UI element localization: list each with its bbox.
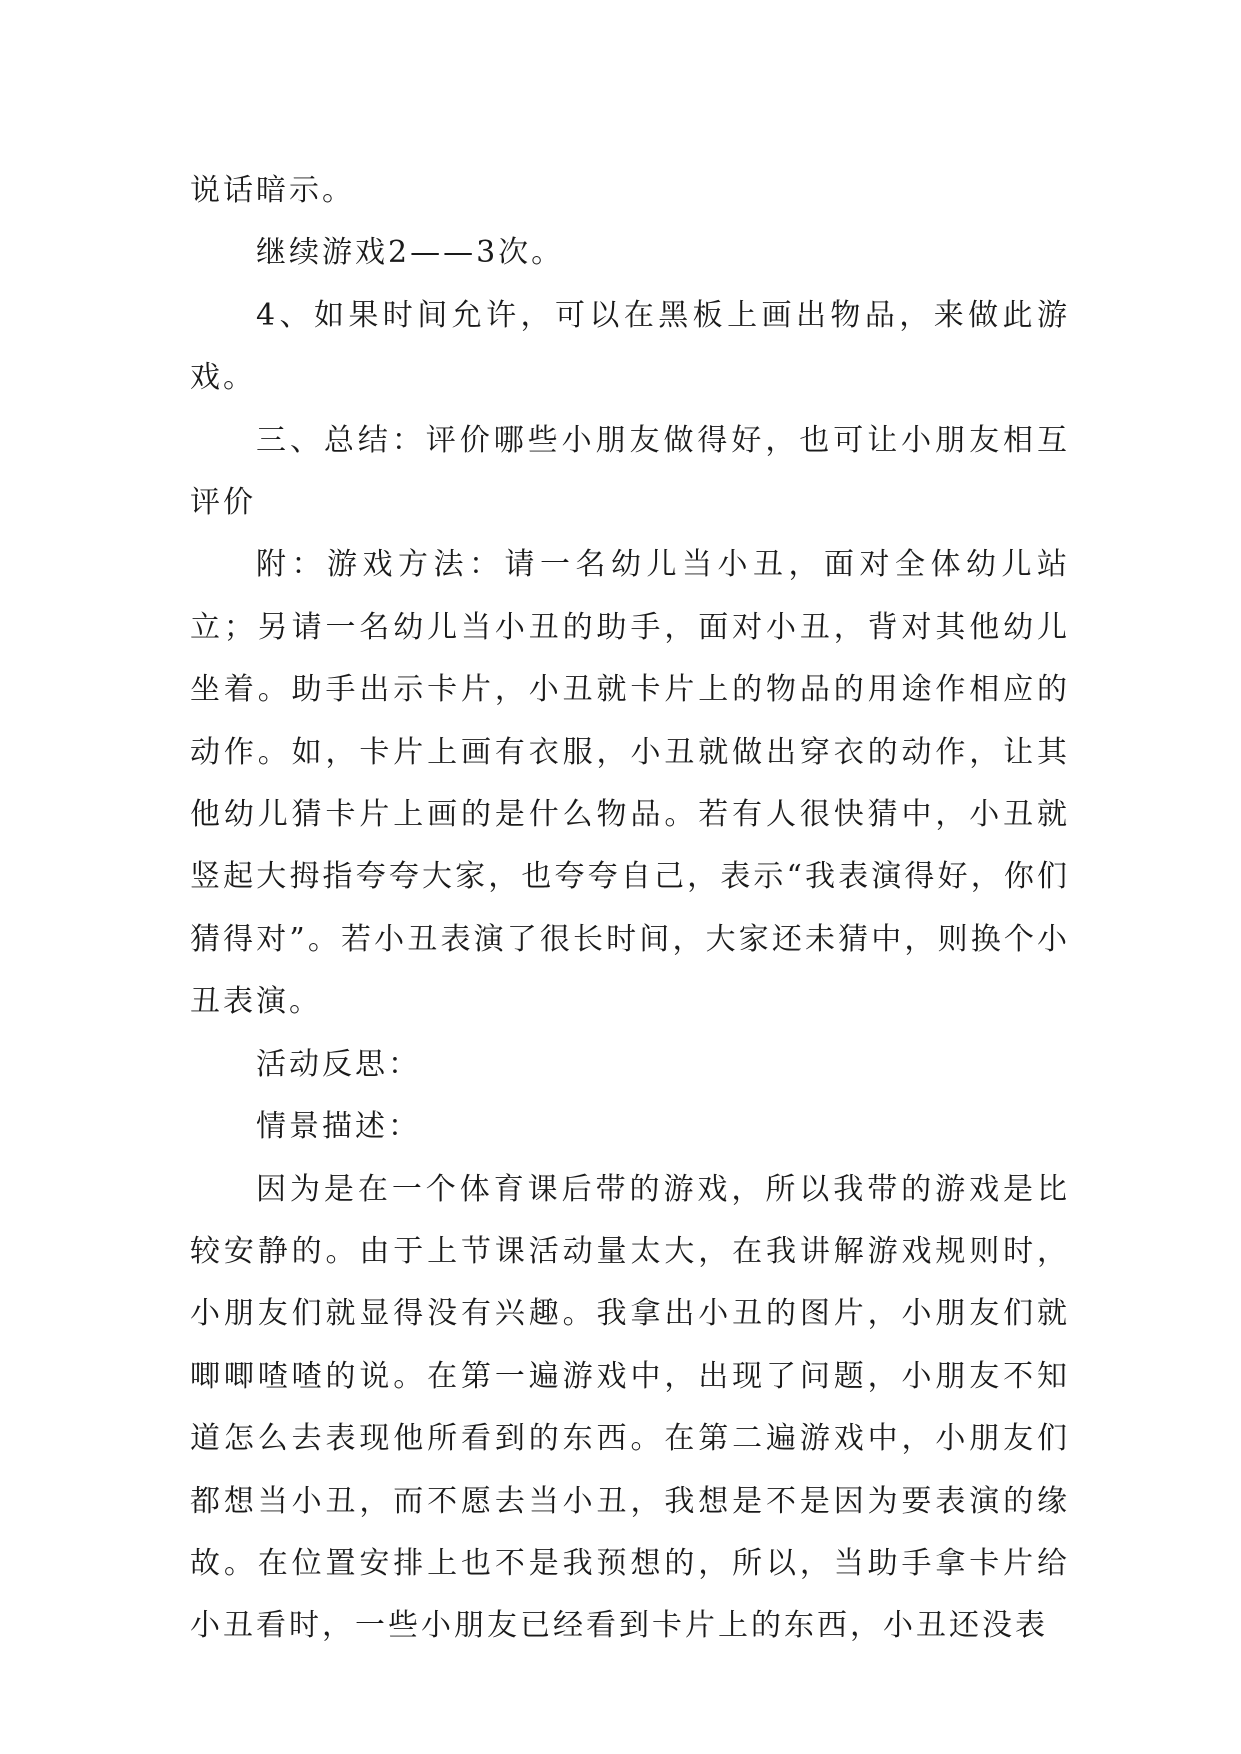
- body-text: [190, 160, 1070, 1658]
- paragraph-scenario: 因为是在一个体育课后带的游戏，所以我带的游戏是比较安静的。由于上节课活动量太大，在我讲解游戏规则时，小朋友们就显得没有兴趣。我拿出小丑的图片，小朋友们就唧唧喳喳的说。在第一遍游戏中，出现了问题，小朋友不知道怎么去表现他所看到的东西。在第二遍游戏中，小朋友们都想当小丑，而不愿去当小丑，我想是不是因为要表演的缘故。在位置安排上也不是我预想的，所以，当助手拿卡片给小丑看时，一些小朋友已经看到卡片上的东西，小丑还没表: [190, 1171, 1070, 1644]
- paragraph-continuation: 说话暗示。: [190, 173, 355, 208]
- heading-activity-reflection: 活动反思：: [256, 1046, 421, 1082]
- heading-scenario-description: 情景描述：: [256, 1109, 421, 1145]
- paragraph-summary: 三、总结：评价哪些小朋友做得好，也可让小朋友相互评价: [190, 422, 1070, 521]
- paragraph-step-4: 4、如果时间允许，可以在黑板上画出物品，来做此游戏。: [190, 297, 1070, 396]
- paragraph-continue-game: 继续游戏2——3次。: [256, 235, 565, 271]
- paragraph-game-method: 附：游戏方法：请一名幼儿当小丑，面对全体幼儿站立；另请一名幼儿当小丑的助手，面对小丑，背对其他幼儿坐着。助手出示卡片，小丑就卡片上的物品的用途作相应的动作。如，卡片上画有衣服，小丑就做出穿衣的动作，让其他幼儿猜卡片上画的是什么物品。若有人很快猜中，小丑就竖起大拇指夸夸大家，也夸夸自己，表示“我表演得好，你们猜得对”。若小丑表演了很长时间，大家还未猜中，则换个小丑表演。: [190, 547, 1070, 1020]
